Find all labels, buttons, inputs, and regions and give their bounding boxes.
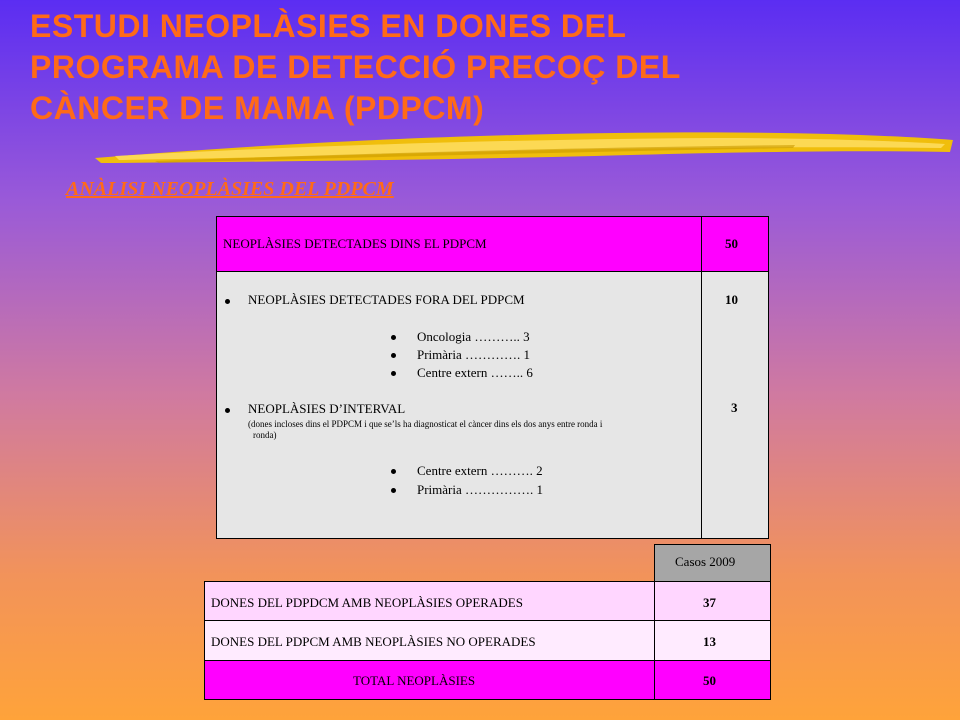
- row-label: TOTAL NEOPLÀSIES: [353, 673, 476, 688]
- fora-item: Centre extern …….. 6: [417, 365, 533, 380]
- interval-note-line-2: ronda): [253, 430, 277, 440]
- slide-title: [30, 6, 930, 129]
- interval-label: NEOPLÀSIES D’INTERVAL: [248, 401, 406, 416]
- bullet-icon: [391, 469, 396, 474]
- table-row: [204, 581, 655, 621]
- row-label: DONES DEL PDPCM AMB NEOPLÀSIES NO OPERADES: [211, 634, 536, 649]
- fora-label: NEOPLÀSIES DETECTADES FORA DEL PDPCM: [248, 292, 525, 307]
- total-row: [204, 660, 655, 700]
- row-value: 37: [703, 595, 716, 610]
- row-value: 13: [703, 634, 716, 649]
- title-line-1: ESTUDI NEOPLÀSIES EN DONES DEL: [30, 8, 627, 44]
- row-value-cell: [654, 581, 771, 621]
- neoplasies-table: [216, 216, 769, 539]
- brush-stroke-divider: [95, 130, 955, 170]
- casos-header-label: Casos 2009: [675, 554, 736, 569]
- row-value: 50: [703, 673, 716, 688]
- bullet-icon: [391, 371, 396, 376]
- interval-value: 3: [731, 400, 738, 415]
- title-line-2: PROGRAMA DE DETECCIÓ PRECOÇ DEL: [30, 49, 681, 85]
- interval-item: Primària ……………. 1: [417, 482, 544, 497]
- row-label: DONES DEL PDPDCM AMB NEOPLÀSIES OPERADES: [211, 595, 523, 610]
- table-body: [217, 272, 768, 538]
- fora-value: 10: [725, 292, 738, 307]
- section-subtitle: ANÀLISI NEOPLÀSIES DEL PDPCM: [66, 178, 394, 200]
- interval-item: Centre extern ………. 2: [417, 463, 543, 478]
- table-header-row: [217, 217, 768, 272]
- table-row: [204, 620, 655, 661]
- casos-2009-table: [204, 544, 771, 700]
- fora-item: Primària …………. 1: [417, 347, 531, 362]
- bullet-icon: [391, 488, 396, 493]
- bullet-icon: [225, 408, 230, 413]
- bullet-icon: [391, 353, 396, 358]
- interval-note-line-1: (dones incloses dins el PDPCM i que se’ls ha diagnosticat el càncer dins els dos anys entre ronda i: [248, 419, 603, 429]
- bullet-icon: [225, 299, 230, 304]
- bullet-icon: [391, 335, 396, 340]
- column-divider: [701, 217, 702, 538]
- fora-item: Oncologia ……….. 3: [417, 329, 530, 344]
- title-line-3: CÀNCER DE MAMA (PDPCM): [30, 90, 485, 126]
- header-value: 50: [725, 236, 738, 251]
- header-label: NEOPLÀSIES DETECTADES DINS EL PDPCM: [223, 236, 487, 251]
- row-value-cell: [654, 620, 771, 661]
- total-value-cell: [654, 660, 771, 700]
- casos-2009-header: [654, 544, 771, 582]
